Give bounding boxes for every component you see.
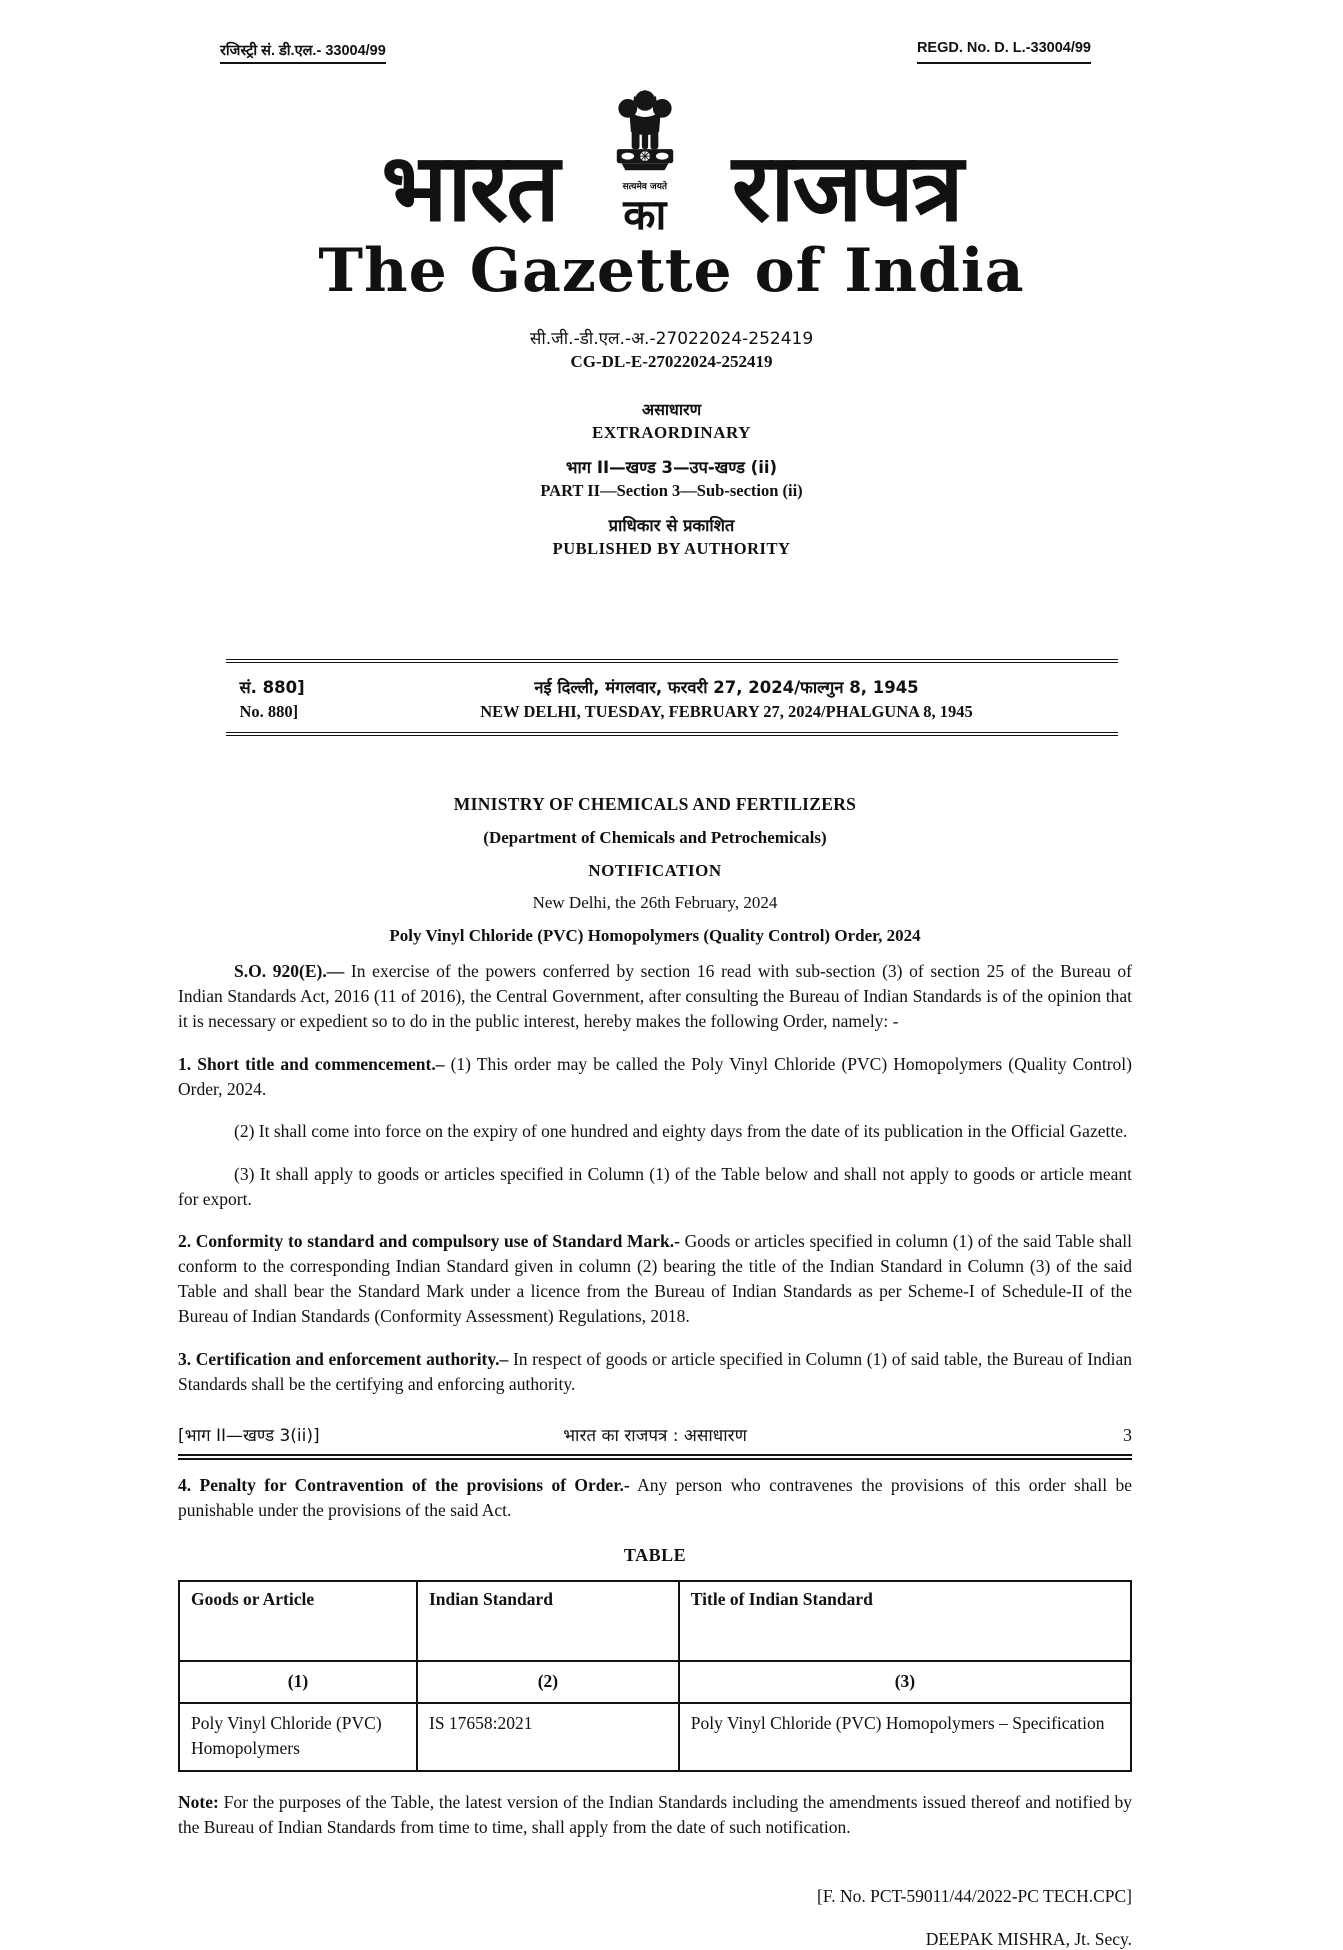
order-title: Poly Vinyl Chloride (PVC) Homopolymers (Quality Control) Order, 2024 — [389, 926, 921, 945]
emblem-motto: सत्यमेव जयते — [622, 182, 668, 192]
gazette-code-hindi: सी.जी.-डी.एल.-अ.-27022024-252419 — [529, 329, 814, 349]
emblem-of-india-icon — [605, 88, 685, 182]
ministry-title: MINISTRY OF CHEMICALS AND FERTILIZERS — [453, 794, 857, 814]
gazette-english-title: The Gazette of India — [318, 236, 1025, 306]
so-paragraph — [178, 959, 1132, 1034]
table-header-title: Title of Indian Standard — [679, 1581, 1131, 1661]
running-header-part: [भाग II—खण्ड 3(ii)] — [178, 1425, 320, 1446]
masthead-emblem-column — [580, 88, 710, 239]
clause-1-sub2-text: (2) It shall come into force on the expiry of one hundred and eighty days from the date of its publication in the Official Gazette. — [234, 1121, 1128, 1141]
table-cell-goods: Poly Vinyl Chloride (PVC) Homopolymers — [179, 1703, 417, 1771]
clause-2-text: Goods or articles specified in column (1) of the said Table shall conform to the corresponding Indian Standard given in column (2) bearing the title of the Indian Standard in Column (3) of the said Table and shall bear the Standard Mark under a licence from the Bureau of Indian Standards as per Scheme-I of Schedule-II of the Bureau of Indian Standards (Conformity Assessment) Regulations, 2018. — [178, 1231, 1132, 1326]
part-section-hindi: भाग II—खण्ड 3—उप-खण्ड (ii) — [565, 458, 778, 477]
table-colnum-2: (2) — [417, 1661, 679, 1703]
table-note — [178, 1790, 1132, 1840]
issue-row-hindi — [226, 675, 1118, 698]
page3-running-header — [178, 1423, 1132, 1460]
table-colnum-3: (3) — [679, 1661, 1131, 1703]
notification-place-date: New Delhi, the 26th February, 2024 — [532, 893, 778, 912]
table-colnum-1: (1) — [179, 1661, 417, 1703]
clause-1-sub3 — [178, 1162, 1132, 1212]
clause-1-text: (1) This order may be called the Poly Vinyl Chloride (PVC) Homopolymers (Quality Control) Order, 2024. — [178, 1053, 1132, 1099]
registration-line — [0, 0, 1343, 64]
part-section-english: PART II—Section 3—Sub-section (ii) — [540, 481, 803, 500]
issue-number-hindi: सं. 880] — [239, 678, 305, 697]
issue-row-english — [226, 702, 1118, 722]
note-lead: Note: — [178, 1791, 219, 1812]
published-by-authority-hindi: प्राधिकार से प्रकाशित — [608, 516, 735, 535]
clause-4 — [178, 1473, 1132, 1523]
clause-1-sub3-text: (3) It shall apply to goods or articles specified in Column (1) of the Table below and shall not apply to goods or article meant for export. — [178, 1163, 1132, 1209]
clause-3 — [178, 1347, 1132, 1397]
extraordinary-hindi: असाधारण — [641, 400, 702, 419]
issue-number-english: No. 880] — [239, 702, 299, 721]
table-title: TABLE — [623, 1544, 687, 1565]
masthead-hindi-bharat: भारत — [381, 134, 558, 243]
clause-3-text: In respect of goods or article specified in Column (1) of said table, the Bureau of Indian Standards shall be the certifying and enforcing authority. — [178, 1348, 1132, 1394]
clause-4-text: Any person who contravenes the provisions of this order shall be punishable under the provisions of the said Act. — [178, 1474, 1132, 1520]
masthead-hindi-rajpatra: राजपत्र — [731, 134, 962, 243]
published-by-authority-english: PUBLISHED BY AUTHORITY — [552, 539, 791, 558]
masthead — [0, 88, 1343, 243]
registry-number-hindi: रजिस्ट्री सं. डी.एल.- 33004/99 — [220, 40, 386, 64]
table-header-row — [179, 1581, 1131, 1661]
issue-date-hindi: नई दिल्ली, मंगलवार, फरवरी 27, 2024/फाल्गुन 8, 1945 — [534, 678, 919, 697]
signatory: DEEPAK MISHRA, Jt. Secy. — [925, 1928, 1132, 1949]
extraordinary-english: EXTRAORDINARY — [592, 423, 751, 442]
note-text: For the purposes of the Table, the latest version of the Indian Standards including the amendments issued thereof and notified by the Bureau of Indian Standards from time to time, shall apply from the date of such notification. — [178, 1791, 1132, 1837]
notification-label: NOTIFICATION — [588, 861, 722, 880]
department-title: (Department of Chemicals and Petrochemicals) — [483, 828, 827, 847]
table-row — [179, 1703, 1131, 1771]
page-number: 3 — [1123, 1424, 1132, 1445]
clause-4-lead: 4. Penalty for Contravention of the provisions of Order.- — [178, 1474, 630, 1495]
clause-2-lead: 2. Conformity to standard and compulsory use of Standard Mark.- — [178, 1231, 680, 1251]
running-header-title: भारत का राजपत्र : असाधारण — [563, 1425, 747, 1446]
so-number: S.O. 920(E).— — [234, 961, 345, 981]
registry-number-english: REGD. No. D. L.-33004/99 — [917, 40, 1091, 64]
clause-1-sub2 — [178, 1119, 1132, 1144]
table-header-goods: Goods or Article — [179, 1581, 417, 1661]
table-colnum-row — [179, 1661, 1131, 1703]
file-number: [F. No. PCT-59011/44/2022-PC TECH.CPC] — [817, 1885, 1132, 1906]
notification-heading-block — [178, 794, 1132, 946]
so-text: In exercise of the powers conferred by section 16 read with sub-section (3) of section 25 of the Bureau of Indian Standards Act, 2016 (11 of 2016), the Central Government, after consulting the Bureau of Indian Standards is of the opinion that it is necessary or expedient so to do in the public interest, hereby makes the following Order, namely: - — [178, 961, 1132, 1031]
issue-block — [226, 659, 1118, 736]
document-body — [178, 794, 1132, 1950]
gazette-code-english: CG-DL-E-27022024-252419 — [570, 352, 773, 371]
table-header-standard: Indian Standard — [417, 1581, 679, 1661]
masthead-hindi-ka: का — [623, 190, 667, 239]
table-cell-standard: IS 17658:2021 — [417, 1703, 679, 1771]
standards-table — [178, 1580, 1132, 1772]
clause-1 — [178, 1052, 1132, 1102]
clause-2 — [178, 1229, 1132, 1329]
clause-1-lead: 1. Short title and commencement.– — [178, 1053, 445, 1074]
clause-3-lead: 3. Certification and enforcement authority.– — [178, 1348, 509, 1369]
table-cell-title: Poly Vinyl Chloride (PVC) Homopolymers – Specification — [679, 1703, 1131, 1771]
issue-date-english: NEW DELHI, TUESDAY, FEBRUARY 27, 2024/PHALGUNA 8, 1945 — [480, 702, 973, 721]
